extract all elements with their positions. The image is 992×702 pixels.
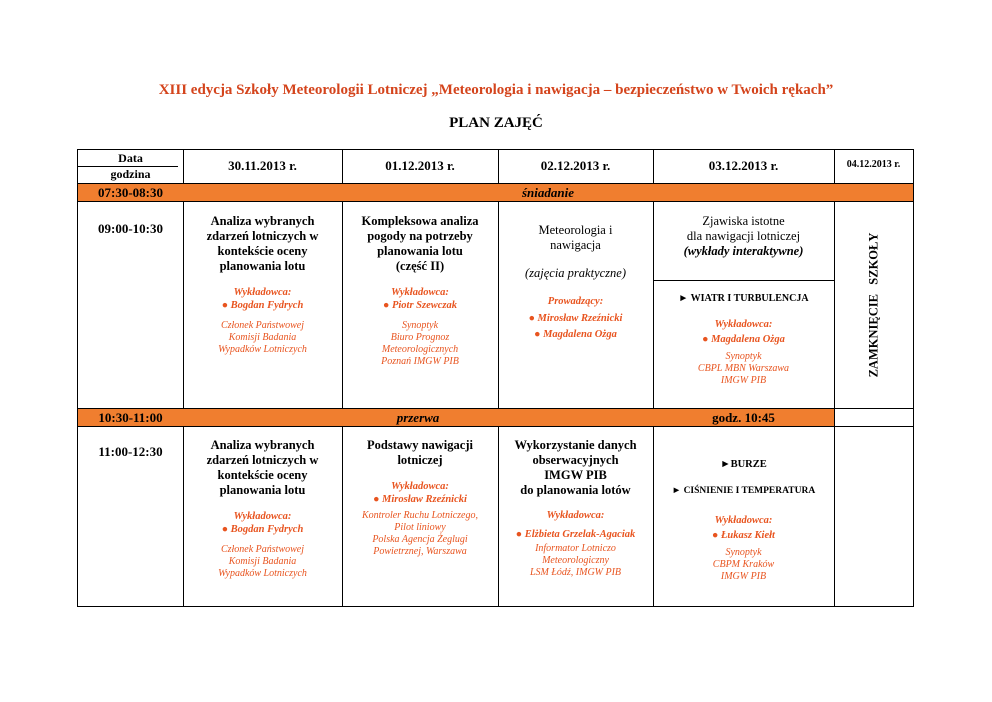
topic-label: ► WIATR I TURBULENCJA — [678, 293, 809, 304]
lecturer-label: Wykładowca: — [714, 319, 773, 330]
affiliation: Polska Agencja Żeglugi — [372, 534, 468, 545]
affiliation: Członek Państwowej — [220, 320, 305, 331]
affiliation: Komisji Badania — [228, 332, 297, 343]
break-label: przerwa — [396, 410, 440, 425]
session-title: obserwacyjnych — [532, 453, 619, 467]
lecturer-label: Prowadzący: — [547, 296, 604, 307]
header-godzina: godzina — [110, 167, 151, 181]
session-title: nawigacja — [550, 238, 601, 252]
time-slot: 11:00-12:30 — [98, 444, 163, 459]
divider — [834, 201, 835, 607]
page-title: XIII edycja Szkoły Meteorologii Lotniczej „Meteorologia i nawigacja – bezpieczeństwo w Twoich rękach” — [158, 82, 834, 98]
session-cell — [653, 514, 834, 583]
break-time-label: godz. 10:45 — [712, 410, 775, 425]
header-data: Data — [118, 151, 143, 165]
time-slot: 09:00-10:30 — [98, 221, 163, 236]
session-note: (zajęcia praktyczne) — [524, 266, 626, 280]
session-title: kontekście oceny — [217, 468, 308, 482]
topic-label: ►BURZE — [720, 459, 767, 470]
session-note: (wykłady interaktywne) — [683, 244, 804, 258]
affiliation: Wypadków Lotniczych — [218, 568, 307, 579]
session-title: do planowania lotów — [520, 483, 631, 497]
page-subtitle: PLAN ZAJĘĆ — [449, 115, 543, 131]
lecturer-name: ● Bogdan Fydrych — [221, 524, 304, 535]
affiliation: Synoptyk — [725, 547, 762, 558]
session-cell — [653, 318, 834, 387]
affiliation: LSM Łódź, IMGW PIB — [529, 567, 622, 578]
affiliation: Kontroler Ruchu Lotniczego, — [361, 510, 478, 521]
time-slot: 07:30-08:30 — [98, 185, 163, 200]
affiliation: Synoptyk — [401, 320, 439, 331]
lecturer-label: Wykładowca: — [391, 481, 449, 492]
affiliation: Biuro Prognoz — [390, 332, 450, 343]
session-title: planowania lotu — [219, 259, 306, 273]
session-title: pogody na potrzeby — [367, 229, 473, 243]
lecturer-name: ● Piotr Szewczak — [382, 300, 457, 311]
session-title: kontekście oceny — [217, 244, 308, 258]
session-cell — [342, 214, 498, 368]
session-title: Zjawiska istotne — [702, 214, 785, 228]
session-title: Analiza wybranych — [210, 438, 315, 452]
session-title: zdarzeń lotniczych w — [206, 229, 319, 243]
affiliation: Meteorologicznych — [381, 344, 459, 355]
session-title: Meteorologia i — [538, 223, 613, 237]
session-cell — [498, 438, 653, 579]
affiliation: Pilot liniowy — [394, 522, 446, 533]
date-1: 30.11.2013 r. — [228, 158, 297, 173]
affiliation: Wypadków Lotniczych — [218, 344, 307, 355]
lecturer-name: ● Mirosław Rzeźnicki — [373, 494, 467, 505]
session-cell — [653, 214, 834, 259]
session-title: Wykorzystanie danych — [514, 438, 637, 452]
lecturer-label: Wykładowca: — [546, 510, 605, 521]
divider — [78, 426, 913, 427]
lecturer-name: ● Magdalena Ożga — [534, 329, 617, 340]
session-title: Podstawy nawigacji — [367, 438, 473, 452]
time-slot: 10:30-11:00 — [98, 410, 163, 425]
affiliation: Komisji Badania — [228, 556, 297, 567]
date-4: 03.12.2013 r. — [708, 158, 779, 173]
session-title: planowania lotu — [377, 244, 463, 258]
lecturer-label: Wykładowca: — [233, 511, 292, 522]
affiliation: Poznań IMGW PIB — [381, 356, 459, 367]
affiliation: Synoptyk — [725, 351, 762, 362]
affiliation: CBPM Kraków — [712, 559, 775, 570]
lecturer-name: ● Bogdan Fydrych — [221, 300, 304, 311]
lecturer-label: Wykładowca: — [714, 515, 773, 526]
divider — [653, 280, 834, 281]
lecturer-name: ● Mirosław Rzeźnicki — [528, 313, 623, 324]
session-title: (część II) — [395, 259, 445, 273]
session-cell — [342, 438, 498, 558]
session-title: zdarzeń lotniczych w — [206, 453, 319, 467]
affiliation: Członek Państwowej — [220, 544, 305, 555]
session-title: planowania lotu — [219, 483, 306, 497]
date-2: 01.12.2013 r. — [385, 158, 455, 173]
lecturer-name: ● Magdalena Ożga — [702, 334, 785, 345]
session-title: lotniczej — [397, 453, 443, 467]
lecturer-label: Wykładowca: — [233, 287, 292, 298]
session-title: dla nawigacji lotniczej — [686, 229, 801, 243]
schedule-table — [77, 149, 914, 607]
lecturer-label: Wykładowca: — [391, 287, 449, 298]
lecturer-name: ● Łukasz Kiełt — [712, 530, 775, 541]
session-cell — [183, 438, 342, 580]
affiliation: IMGW PIB — [720, 571, 767, 582]
lecturer-name: ● Elżbieta Grzelak-Agaciak — [515, 529, 636, 540]
affiliation: Powietrznej, Warszawa — [373, 546, 467, 557]
session-title: Analiza wybranych — [210, 214, 315, 228]
session-title: Kompleksowa analiza — [361, 214, 479, 228]
session-cell — [498, 223, 653, 341]
session-title: IMGW PIB — [544, 468, 607, 482]
divider — [78, 201, 913, 202]
breakfast-label: śniadanie — [521, 185, 574, 200]
affiliation: Informator Lotniczo — [535, 543, 616, 554]
date-3: 02.12.2013 r. — [540, 158, 611, 173]
affiliation: IMGW PIB — [720, 375, 767, 386]
date-5: 04.12.2013 r. — [846, 159, 901, 170]
topic-label: ► CIŚNIENIE I TEMPERATURA — [671, 486, 816, 496]
closing-label: ZAMKNIĘCIE SZKOŁY — [866, 232, 881, 378]
session-cell — [183, 214, 342, 356]
affiliation: Meteorologiczny — [542, 555, 609, 566]
affiliation: CBPL MBN Warszawa — [697, 363, 790, 374]
